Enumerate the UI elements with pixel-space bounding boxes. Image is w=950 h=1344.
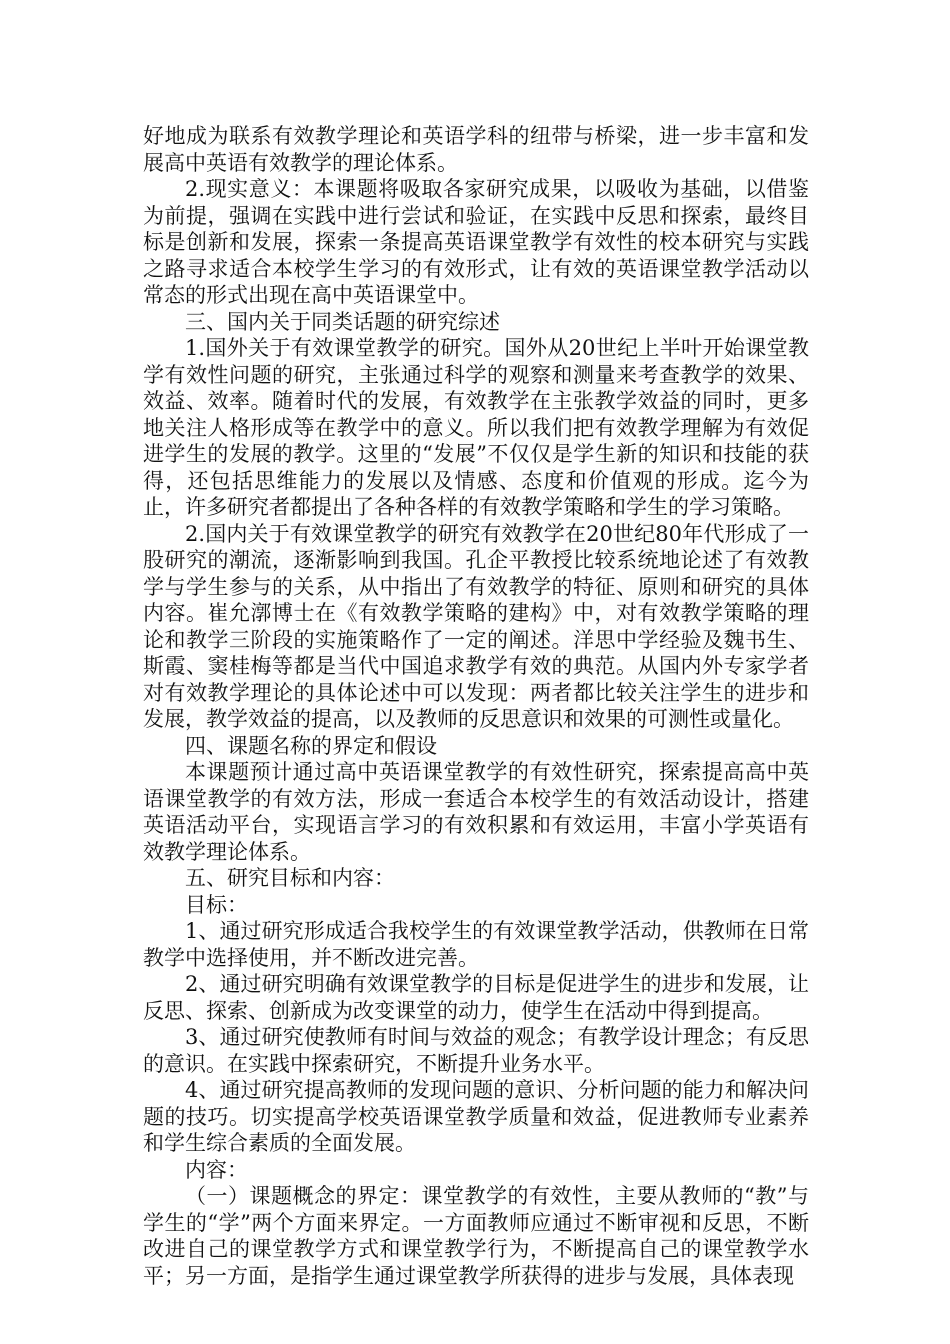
paragraph-domestic-research: 2.国内关于有效课堂教学的研究有效教学在20世纪80年代形成了一股研究的潮流，逐渐影响到我国。孔企平教授比较系统地论述了有效教学与学生参与的关系，从中指出了有效教学的特征、原则和研究的具体内容。崔允漷博士在《有效教学策略的建构》中，对有效教学策略的理论和教学三阶段的实施策略作了一定的阐述。洋思中学经验及魏书生、斯霞、窦桂梅等都是当代中国追求教学有效的典范。从国内外专家学者对有效教学理论的具体论述中可以发现：两者都比较关注学生的进步和发展，教学效益的提高，以及教师的反思意识和效果的可测性或量化。	[143, 521, 809, 731]
section-heading-definition: 四、课题名称的界定和假设	[185, 733, 437, 758]
document-body	[143, 123, 809, 1289]
subheading-content: 内容：	[185, 1157, 248, 1182]
paragraph-foreign-research: 1.国外关于有效课堂教学的研究。国外从20世纪上半叶开始课堂教学有效性问题的研究，主张通过科学的观察和测量来考查教学的效果、效益、效率。随着时代的发展，有效教学在主张教学效益的同时，更多地关注人格形成等在教学中的意义。所以我们把有效教学理解为有效促进学生的发展的教学。这里的“发展”不仅仅是学生新的知识和技能的获得，还包括思维能力的发展以及情感、态度和价值观的形成。迄今为止，许多研究者都提出了各种各样的有效教学策略和学生的学习策略。	[143, 336, 809, 519]
goal-item-3: 3、通过研究使教师有时间与效益的观念；有教学设计理念；有反思的意识。在实践中探索研究，不断提升业务水平。	[143, 1025, 809, 1076]
subheading-goals: 目标：	[185, 892, 248, 917]
goal-item-1: 1、通过研究形成适合我校学生的有效课堂教学活动，供教师在日常教学中选择使用，并不断改进完善。	[143, 919, 809, 970]
paragraph-definition: 本课题预计通过高中英语课堂教学的有效性研究，探索提高高中英语课堂教学的有效方法，形成一套适合本校学生的有效活动设计，搭建英语活动平台，实现语言学习的有效积累和有效运用，丰富小学英语有效教学理论体系。	[143, 760, 809, 864]
paragraph-practical-significance: 2.现实意义：本课题将吸取各家研究成果，以吸收为基础，以借鉴为前提，强调在实践中进行尝试和验证，在实践中反思和探索，最终目标是创新和发展，探索一条提高英语课堂教学有效性的校本研究与实践之路寻求适合本校学生学习的有效形式，让有效的英语课堂教学活动以常态的形式出现在高中英语课堂中。	[143, 177, 809, 307]
goal-item-2: 2、通过研究明确有效课堂教学的目标是促进学生的进步和发展，让反思、探索、创新成为改变课堂的动力，使学生在活动中得到提高。	[143, 972, 809, 1023]
section-heading-research-review: 三、国内关于同类话题的研究综述	[185, 309, 500, 334]
goal-item-4: 4、通过研究提高教师的发现问题的意识、分析问题的能力和解决问题的技巧。切实提高学校英语课堂教学质量和效益，促进教师专业素养和学生综合素质的全面发展。	[143, 1078, 809, 1155]
paragraph-continuation: 好地成为联系有效教学理论和英语学科的纽带与桥梁，进一步丰富和发展高中英语有效教学的理论体系。	[143, 124, 809, 175]
paragraph-concept-definition: （一）课题概念的界定：课堂教学的有效性，主要从教师的“教”与学生的“学”两个方面来界定。一方面教师应通过不断审视和反思，不断改进自己的课堂教学方式和课堂教学行为，不断提高自己的课堂教学水平；另一方面，是指学生通过课堂教学所获得的进步与发展，具体表现	[143, 1184, 809, 1288]
section-heading-goals-content: 五、研究目标和内容：	[185, 866, 395, 890]
